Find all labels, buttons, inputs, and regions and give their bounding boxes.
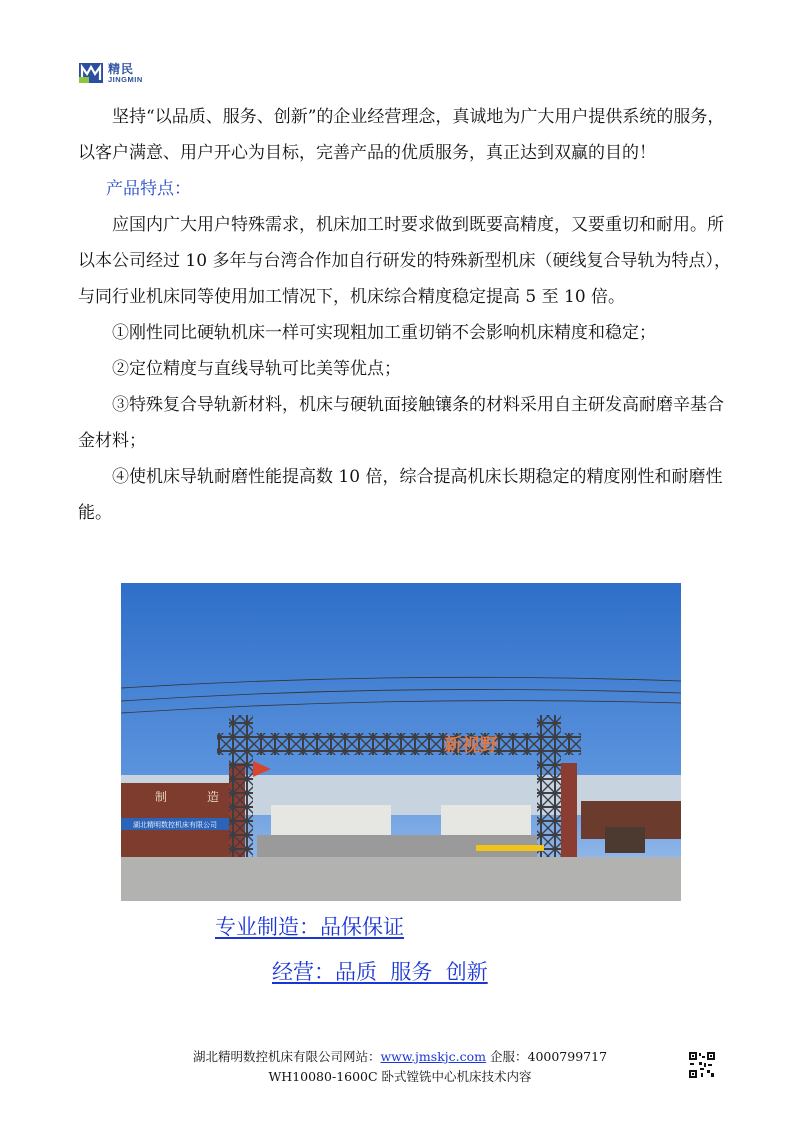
intro-paragraph: 坚持“以品质、服务、创新”的企业经营理念，真诚地为广大用户提供系统的服务，以客户满意、用户开心为目标，完善产品的优质服务，真正达到双赢的目的！ [78,107,725,163]
logo-chinese-name: 精民 [108,61,135,76]
wall-char: 制 [155,790,168,804]
factory-gate-photo [121,583,681,901]
logo-english-name: JINGMIN [108,74,143,84]
feature-item: ①刚性同比硬轨机床一样可实现粗加工重切销不会影响机床精度和稳定； [112,323,656,343]
wall-char: 造 [207,790,220,804]
body-text [78,99,738,531]
feature-item: ②定位精度与直线导轨可比美等优点； [112,359,401,379]
footer-hotline: 企服：4000799717 [486,1049,608,1064]
footer-company: 湖北精明数控机床有限公司网站： [192,1049,381,1064]
feature-item: ④使机床导轨耐磨性能提高数 10 倍，综合提高机床长期稳定的精度刚性和耐磨性能。 [78,467,723,523]
features-paragraph: 应国内广大用户特殊需求，机床加工时要求做到既要高精度，又要重切和耐用。所以本公司经过 10 多年与台湾合作加自行研发的特殊新型机床（硬线复合导轨为特点），与同行业机床同等使用加工情况下，机床综合精度稳定提高 5 至 10 倍。 [78,215,731,307]
factory-gate-illustration [121,583,681,901]
feature-item: ③特殊复合导轨新材料，机床与硬轨面接触镶条的材料采用自主研发高耐磨辛基合金材料； [78,395,724,451]
slogan-line-2: 经营：品质 服务 创新 [272,960,488,984]
footer-contact-line [0,1047,800,1067]
website-link[interactable]: www.jmskjc.com [380,1049,487,1064]
qr-code-icon [688,1051,716,1079]
jingmin-logo-icon [78,62,104,84]
wall-company-sign: 湖北精明数控机床有限公司 [133,821,217,829]
footer-document-title: WH10080-1600C 卧式镗铣中心机床技术内容 [268,1069,532,1084]
page-footer [0,1047,800,1087]
company-logo [78,62,143,84]
gate-sign: 新视野 [444,735,498,756]
section-heading: 产品特点： [106,179,191,199]
slogan-line-1: 专业制造：品保保证 [215,915,404,939]
